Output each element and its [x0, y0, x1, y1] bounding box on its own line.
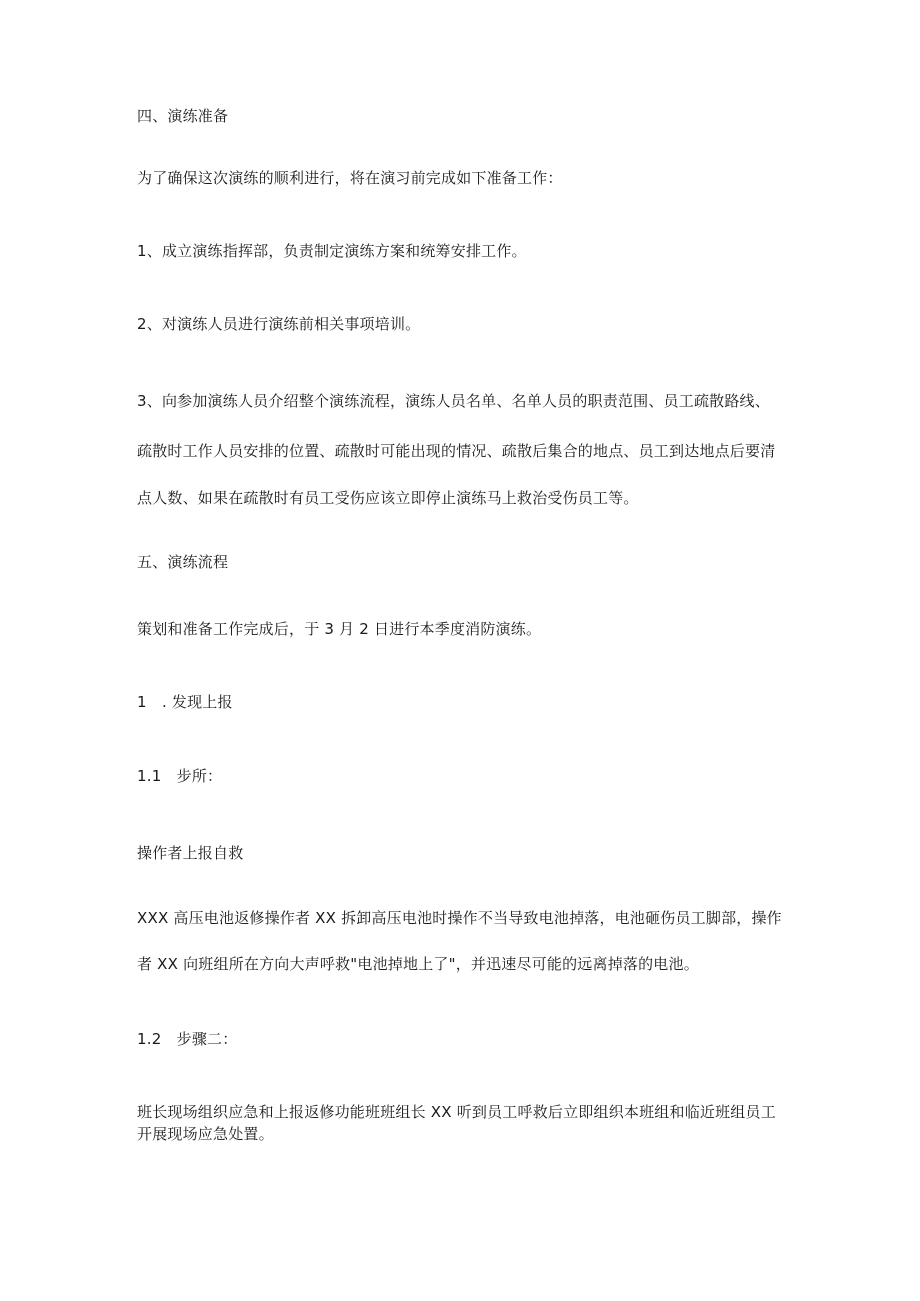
section-5-intro: 策划和准备工作完成后，于 3 月 2 日进行本季度消防演练。 [137, 620, 542, 638]
step-1-heading: 1 . 发现上报 [137, 693, 233, 711]
prep-item-1: 1、成立演练指挥部，负责制定演练方案和统筹安排工作。 [137, 242, 527, 260]
section-4-heading: 四、演练准备 [137, 107, 229, 125]
step-1-1-heading: 1.1 步所： [137, 767, 223, 785]
prep-item-3-line-1: 3、向参加演练人员介绍整个演练流程，演练人员名单、名单人员的职责范围、员工疏散路线、 [137, 392, 770, 410]
step-1-2-heading: 1.2 步骤二： [137, 1030, 238, 1048]
prep-item-3-line-2: 疏散时工作人员安排的位置、疏散时可能出现的情况、疏散后集合的地点、员工到达地点后要清 [137, 442, 776, 460]
prep-item-2: 2、对演练人员进行演练前相关事项培训。 [137, 315, 421, 333]
step-1-2-body-line-1: 班长现场组织应急和上报返修功能班班组长 XX 听到员工呼救后立即组织本班组和临近班组员工 [137, 1103, 776, 1121]
section-4-intro: 为了确保这次演练的顺利进行，将在演习前完成如下准备工作： [137, 169, 563, 187]
step-1-1-body-line-2: 者 XX 向班组所在方向大声呼救"电池掉地上了"，并迅速尽可能的远离掉落的电池。 [137, 955, 699, 973]
step-1-2-body-line-2: 开展现场应急处置。 [137, 1125, 274, 1143]
prep-item-3-line-3: 点人数、如果在疏散时有员工受伤应该立即停止演练马上救治受伤员工等。 [137, 489, 639, 507]
step-1-1-title: 操作者上报自救 [137, 844, 244, 862]
step-1-1-body-line-1: XXX 高压电池返修操作者 XX 拆卸高压电池时操作不当导致电池掉落，电池砸伤员工脚部，操作 [137, 909, 782, 927]
section-5-heading: 五、演练流程 [137, 553, 229, 571]
